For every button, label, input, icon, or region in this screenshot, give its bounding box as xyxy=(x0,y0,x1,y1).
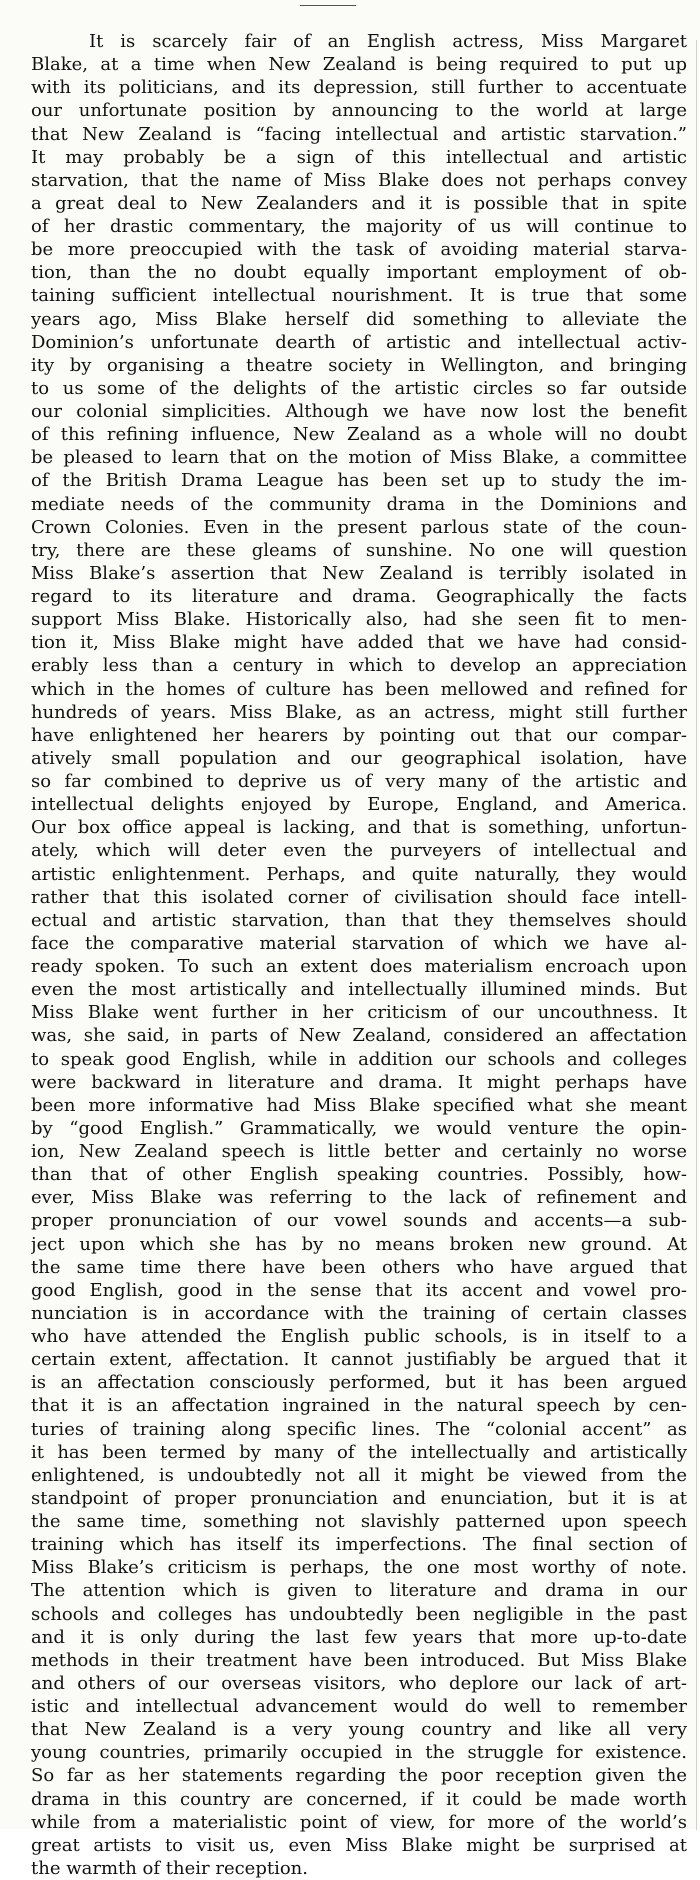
article-line: Crown Colonies. Even in the present parlous state of the coun- xyxy=(31,516,687,538)
article-line: ject upon which she has by no means broken new ground. At xyxy=(31,1233,687,1255)
article-line: schools and colleges has undoubtedly been negligible in the past xyxy=(31,1603,687,1625)
article-line: to us some of the delights of the artistic circles so far outside xyxy=(31,377,687,399)
article-line: young countries, primarily occupied in the struggle for existence. xyxy=(31,1742,687,1764)
article-line: face the comparative material starvation of which we have al- xyxy=(31,932,687,954)
article-line: ever, Miss Blake was referring to the lack of refinement and xyxy=(31,1187,687,1209)
article-line: with its politicians, and its depression, still further to accentuate xyxy=(31,77,687,99)
article-line: It may probably be a sign of this intellectual and artistic xyxy=(31,146,687,168)
article-line: It is scarcely fair of an English actress, Miss Margaret xyxy=(89,31,687,52)
article-line: ectual and artistic starvation, than that they themselves should xyxy=(31,909,687,931)
article-line: who have attended the English public schools, is in itself to a xyxy=(31,1326,687,1347)
article-line: hundreds of years. Miss Blake, as an actress, might still further xyxy=(31,701,687,723)
editorial-article-body xyxy=(31,30,687,1880)
article-line: our unfortunate position by announcing to the world at large xyxy=(31,100,687,122)
article-line: rather that this isolated corner of civilisation should face intell- xyxy=(31,886,687,908)
article-line: taining sufficient intellectual nourishment. It is true that some xyxy=(31,285,687,307)
article-line: while from a materialistic point of view, for more of the world’s xyxy=(31,1811,687,1833)
article-line: The attention which is given to literature and drama in our xyxy=(31,1580,687,1602)
article-line: and it is only during the last few years that more up-to-date xyxy=(31,1626,687,1648)
article-line: proper pronunciation of our vowel sounds and accents—a sub- xyxy=(31,1210,687,1232)
article-line: by “good English.” Grammatically, we would venture the opin- xyxy=(31,1117,687,1139)
article-line: tion, than the no doubt equally important employment of ob- xyxy=(31,262,687,284)
article-line: istic and intellectual advancement would do well to remember xyxy=(31,1696,687,1717)
article-line: so far combined to deprive us of very many of the artistic and xyxy=(31,771,687,792)
article-line: years ago, Miss Blake herself did something to alleviate the xyxy=(31,308,687,330)
article-line: of the British Drama League has been set up to study the im- xyxy=(31,470,687,492)
article-line: drama in this country are concerned, if it could be made worth xyxy=(31,1788,687,1810)
article-line: the warmth of their reception. xyxy=(31,1857,308,1879)
article-line: turies of training along specific lines. The “colonial accent” as xyxy=(31,1418,687,1440)
article-line: nunciation is in accordance with the training of certain classes xyxy=(31,1302,687,1324)
top-rule xyxy=(300,5,356,6)
article-line: Miss Blake’s assertion that New Zealand is terribly isolated in xyxy=(31,562,687,584)
article-line: Dominion’s unfortunate dearth of artistic and intellectual activ- xyxy=(31,331,687,353)
article-line: support Miss Blake. Historically also, had she seen fit to men- xyxy=(31,609,687,631)
article-line: the same time, something not slavishly patterned upon speech xyxy=(31,1511,687,1532)
article-line: and others of our overseas visitors, who deplore our lack of art- xyxy=(31,1672,687,1694)
article-line: certain extent, affectation. It cannot justifiably be argued that it xyxy=(31,1349,687,1371)
article-line: methods in their treatment have been introduced. But Miss Blake xyxy=(31,1649,687,1671)
article-line: of her drastic commentary, the majority of us will continue to xyxy=(31,216,687,237)
column-edge-rule xyxy=(696,40,697,1830)
article-line: which in the homes of culture has been mellowed and refined for xyxy=(31,678,687,700)
article-line: Our box office appeal is lacking, and that is something, unfortun- xyxy=(31,817,687,839)
article-line: training which has itself its imperfections. The final section of xyxy=(31,1534,687,1556)
article-line: atively small population and our geographical isolation, have xyxy=(31,747,687,769)
article-line: intellectual delights enjoyed by Europe, England, and America. xyxy=(31,794,687,816)
article-line: were backward in literature and drama. It might perhaps have xyxy=(31,1071,687,1093)
article-line: mediate needs of the community drama in the Dominions and xyxy=(31,493,687,515)
article-line: tion it, Miss Blake might have added that we have had consid- xyxy=(31,632,687,654)
article-line: that New Zealand is a very young country and like all very xyxy=(31,1719,687,1741)
article-line: a great deal to New Zealanders and it is possible that in spite xyxy=(31,192,687,214)
article-line: great artists to visit us, even Miss Blake might be surprised at xyxy=(31,1834,687,1856)
article-line: our colonial simplicities. Although we have now lost the benefit xyxy=(31,401,687,422)
article-line: than that of other English speaking countries. Possibly, how- xyxy=(31,1164,687,1186)
article-line: enlightened, is undoubtedly not all it might be viewed from the xyxy=(31,1464,687,1486)
article-line: the same time there have been others who have argued that xyxy=(31,1256,687,1278)
article-line: Miss Blake went further in her criticism of our uncouthness. It xyxy=(31,1002,687,1024)
article-line: So far as her statements regarding the poor reception given the xyxy=(31,1765,687,1787)
article-line: been more informative had Miss Blake specified what she meant xyxy=(31,1094,687,1116)
article-line: to speak good English, while in addition our schools and colleges xyxy=(31,1048,687,1070)
article-line: be more preoccupied with the task of avoiding material starva- xyxy=(31,239,687,261)
article-line: try, there are these gleams of sunshine. No one will question xyxy=(31,539,687,561)
article-line: Miss Blake’s criticism is perhaps, the one most worthy of note. xyxy=(31,1557,687,1579)
article-line: that New Zealand is “facing intellectual and artistic starvation.” xyxy=(31,123,687,145)
article-line: even the most artistically and intellectually illumined minds. But xyxy=(31,979,687,1001)
article-line: ity by organising a theatre society in Wellington, and bringing xyxy=(31,354,687,376)
article-line: have enlightened her hearers by pointing out that our compar- xyxy=(31,724,687,746)
article-line: of this refining influence, New Zealand as a whole will no doubt xyxy=(31,424,687,446)
article-line: ion, New Zealand speech is little better and certainly no worse xyxy=(31,1141,687,1162)
article-line: regard to its literature and drama. Geographically the facts xyxy=(31,586,687,607)
article-line: artistic enlightenment. Perhaps, and quite naturally, they would xyxy=(31,863,687,885)
article-line: Blake, at a time when New Zealand is being required to put up xyxy=(31,54,687,76)
article-line: standpoint of proper pronunciation and enunciation, but it is at xyxy=(31,1487,687,1509)
article-line: it has been termed by many of the intellectually and artistically xyxy=(31,1441,687,1463)
article-line: be pleased to learn that on the motion of Miss Blake, a committee xyxy=(31,447,687,469)
article-line: was, she said, in parts of New Zealand, considered an affectation xyxy=(31,1025,687,1047)
article-line: is an affectation consciously performed, but it has been argued xyxy=(31,1372,687,1394)
article-line: starvation, that the name of Miss Blake does not perhaps convey xyxy=(31,169,687,191)
article-line: that it is an affectation ingrained in the natural speech by cen- xyxy=(31,1395,687,1417)
article-line: erably less than a century in which to develop an appreciation xyxy=(31,655,687,677)
article-line: good English, good in the sense that its accent and vowel pro- xyxy=(31,1279,687,1301)
article-line: ately, which will deter even the purveyers of intellectual and xyxy=(31,840,687,862)
article-line: ready spoken. To such an extent does materialism encroach upon xyxy=(31,956,687,977)
